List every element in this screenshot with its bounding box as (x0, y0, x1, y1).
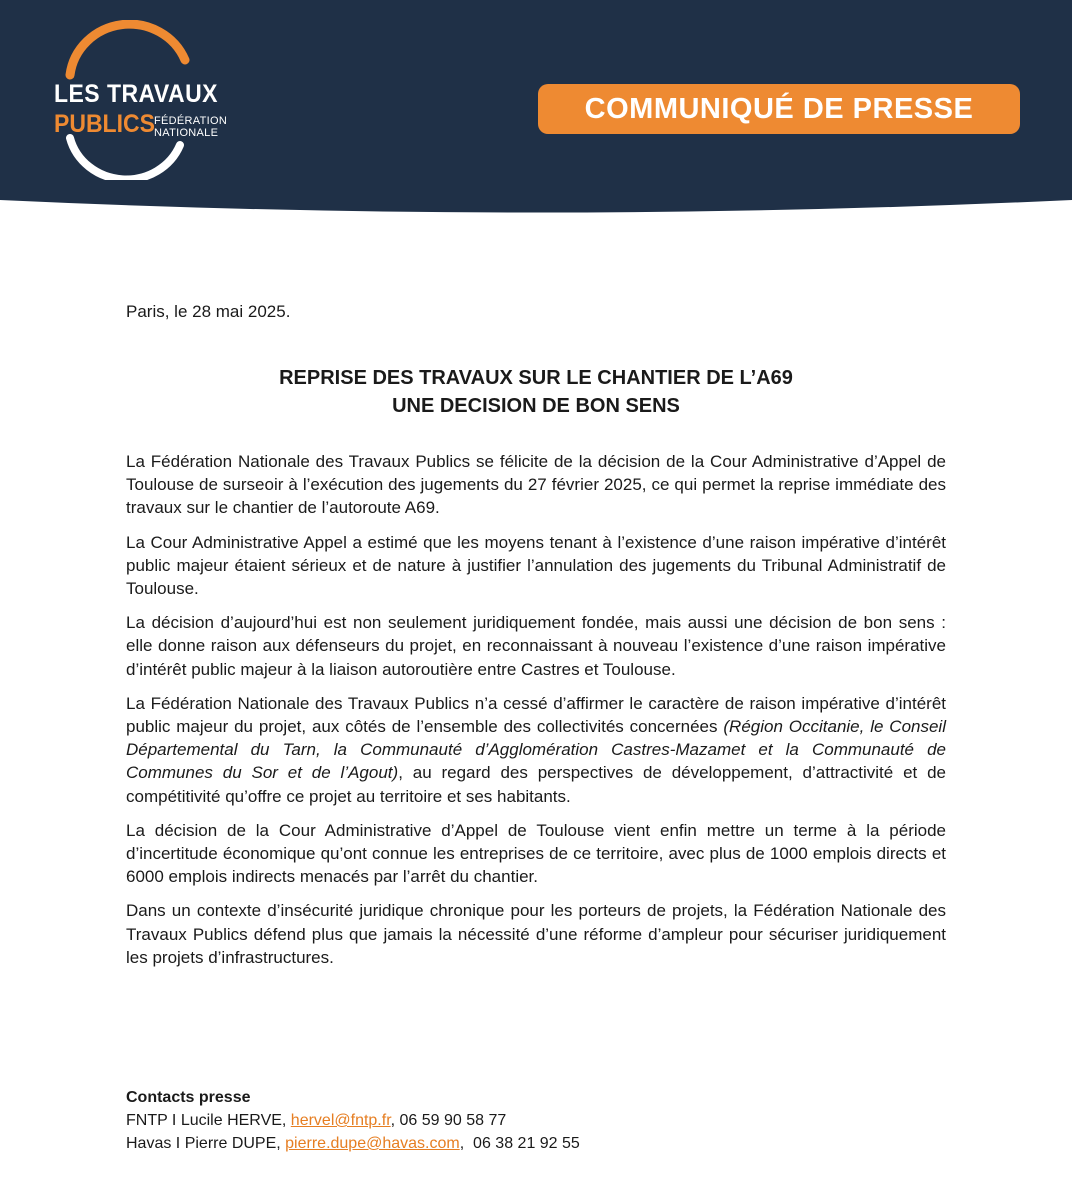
contact-1-name: FNTP I Lucile HERVE, (126, 1112, 291, 1129)
contact-1-email-link[interactable]: hervel@fntp.fr (290, 1112, 391, 1129)
paragraph-4-italic: (Région Occitanie, le Conseil Départemental du Tarn, la Communauté d’Agglomération Castres-Mazamet et la Communauté de Communes du Sor et de l’Agout) (126, 717, 946, 783)
logo-subtitle (154, 115, 227, 139)
fntp-logo (30, 20, 228, 180)
headline-line2: UNE DECISION DE BON SENS (392, 395, 680, 417)
logo-subtitle-line1: FÉDÉRATION (154, 115, 228, 127)
paragraph-4-end: , au regard des perspectives de développement, d’attractivité et de compétitivité qu’offre ce projet au territoire et ses habitants. (126, 763, 946, 806)
article-body (126, 450, 946, 980)
header-banner (0, 0, 1072, 220)
contact-line-1 (126, 1109, 946, 1132)
contact-2-phone: , 06 38 21 92 55 (459, 1135, 580, 1152)
press-release-badge: COMMUNIQUÉ DE PRESSE (538, 84, 1020, 134)
logo-text-les-travaux: LES TRAVAUX (54, 80, 218, 108)
logo-subtitle-line2: NATIONALE (154, 127, 219, 139)
paragraph-6: Dans un contexte d’insécurité juridique chronique pour les porteurs de projets, la Fédération Nationale des Travaux Publics défend plus que jamais la nécessité d’une réforme d’ampleur pour sécuriser juridiquement les projets d’infrastructures. (126, 901, 946, 967)
paragraph-1: La Fédération Nationale des Travaux Publics se félicite de la décision de la Cour Administrative d’Appel de Toulouse de surseoir à l’exécution des jugements du 27 février 2025, ce qui permet la reprise immédiate des travaux sur le chantier de l’autoroute A69. (126, 452, 946, 518)
paragraph-4 (126, 692, 946, 808)
paragraph-3: La décision d’aujourd’hui est non seulement juridiquement fondée, mais aussi une décision de bon sens : elle donne raison aux défenseurs du projet, en reconnaissant à nouveau l’existence d’une raison impérative d’intérêt public majeur à la liaison autoroutière entre Castres et Toulouse. (126, 613, 946, 679)
contact-2-email-link[interactable]: pierre.dupe@havas.com (285, 1135, 460, 1152)
dateline: Paris, le 28 mai 2025. (126, 302, 291, 321)
paragraph-5: La décision de la Cour Administrative d’Appel de Toulouse vient enfin mettre un terme à la période d’incertitude économique qu’ont connue les entreprises de ce territoire, avec plus de 1000 emplois directs et 6000 emplois indirects menacés par l’arrêt du chantier. (126, 820, 946, 887)
contact-1-phone: , 06 59 90 58 77 (390, 1112, 507, 1129)
logo-text-publics: PUBLICS (54, 110, 155, 138)
headline (126, 364, 946, 420)
headline-line1: REPRISE DES TRAVAUX SUR LE CHANTIER DE L’A69 (279, 367, 793, 389)
paragraph-2: La Cour Administrative Appel a estimé que les moyens tenant à l’existence d’une raison impérative d’intérêt public majeur étaient sérieux et de nature à justifier l’annulation des jugements du Tribunal Administratif de Toulouse. (126, 532, 946, 599)
contact-line-2 (126, 1132, 946, 1155)
press-contacts (126, 1086, 946, 1155)
contacts-title: Contacts presse (126, 1089, 251, 1106)
paragraph-4-start: La Fédération Nationale des Travaux Publics n’a cessé d’affirmer le caractère de raison impérative d’intérêt public majeur du projet, aux côtés de l’ensemble des collectivités concernées (126, 693, 946, 737)
contact-2-name: Havas I Pierre DUPE, (126, 1135, 286, 1152)
